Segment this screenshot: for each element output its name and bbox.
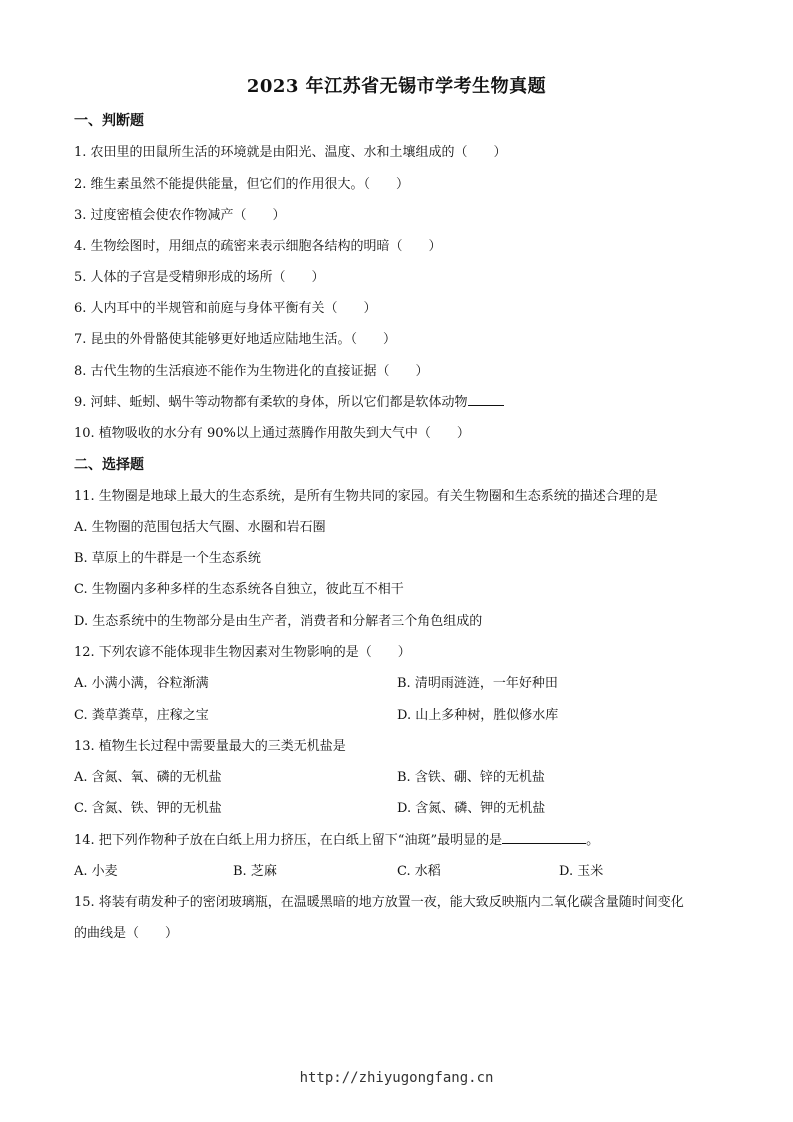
judge-question-10: 10. 植物吸收的水分有 90%以上通过蒸腾作用散失到大气中（ ） <box>74 426 470 441</box>
question-15-stem-line2: 的曲线是（ ） <box>74 926 179 941</box>
question-11-option-b: B. 草原上的牛群是一个生态系统 <box>74 551 261 566</box>
judge-question-6: 6. 人内耳中的半规管和前庭与身体平衡有关（ ） <box>74 301 377 316</box>
judge-question-4: 4. 生物绘图时，用细点的疏密来表示细胞各结构的明暗（ ） <box>74 239 442 254</box>
question-14-stem <box>74 829 599 848</box>
question-12-option-b: B. 清明雨涟涟，一年好种田 <box>397 676 558 691</box>
question-13-option-d: D. 含氮、磷、钾的无机盐 <box>397 801 546 816</box>
question-12-stem: 12. 下列农谚不能体现非生物因素对生物影响的是（ ） <box>74 645 411 660</box>
judge-question-9-text: 9. 河蚌、蚯蚓、蜗牛等动物都有柔软的身体，所以它们都是软体动物 <box>74 395 468 410</box>
question-11-stem: 11. 生物圈是地球上最大的生态系统，是所有生物共同的家园。有关生物圈和生态系统的描述合理的是 <box>74 489 658 504</box>
footer-url[interactable]: http://zhiyugongfang.cn <box>299 1070 494 1086</box>
question-15-stem-line1: 15. 将装有萌发种子的密闭玻璃瓶，在温暖黑暗的地方放置一夜，能大致反映瓶内二氧化碳含量随时间变化 <box>74 895 684 910</box>
question-14-option-c: C. 水稻 <box>397 864 441 879</box>
question-13-option-a: A. 含氮、氧、磷的无机盐 <box>74 770 222 785</box>
question-12-option-d: D. 山上多种树，胜似修水库 <box>397 708 559 723</box>
judge-question-8: 8. 古代生物的生活痕迹不能作为生物进化的直接证据（ ） <box>74 364 429 379</box>
question-14-option-b: B. 芝麻 <box>233 864 277 879</box>
judge-question-5: 5. 人体的子宫是受精卵形成的场所（ ） <box>74 270 325 285</box>
question-12-option-a: A. 小满小满，谷粒渐满 <box>74 676 209 691</box>
question-11-option-d: D. 生态系统中的生物部分是由生产者，消费者和分解者三个角色组成的 <box>74 614 483 629</box>
section-choice-heading: 二、选择题 <box>74 457 144 473</box>
section-judge-heading: 一、判断题 <box>74 113 144 129</box>
judge-question-3: 3. 过度密植会使农作物减产（ ） <box>74 208 286 223</box>
answer-blank[interactable] <box>468 393 504 406</box>
judge-question-2: 2. 维生素虽然不能提供能量，但它们的作用很大。（ ） <box>74 177 410 192</box>
question-13-option-c: C. 含氮、铁、钾的无机盐 <box>74 801 222 816</box>
question-11-option-a: A. 生物圈的范围包括大气圈、水圈和岩石圈 <box>74 520 326 535</box>
judge-question-1: 1. 农田里的田鼠所生活的环境就是由阳光、温度、水和土壤组成的（ ） <box>74 145 507 160</box>
judge-question-7: 7. 昆虫的外骨骼使其能够更好地适应陆地生活。（ ） <box>74 332 397 347</box>
question-13-stem: 13. 植物生长过程中需要量最大的三类无机盐是 <box>74 739 346 754</box>
question-14-option-d: D. 玉米 <box>559 864 604 879</box>
page-title: 2023 年江苏省无锡市学考生物真题 <box>246 76 547 97</box>
question-11-option-c: C. 生物圈内多种多样的生态系统各自独立，彼此互不相干 <box>74 582 404 597</box>
answer-blank[interactable] <box>502 831 586 844</box>
question-13-option-b: B. 含铁、硼、锌的无机盐 <box>397 770 545 785</box>
question-14-text: 14. 把下列作物种子放在白纸上用力挤压，在白纸上留下“油斑”最明显的是 <box>74 833 503 848</box>
judge-question-9 <box>74 391 504 410</box>
question-14-end: 。 <box>586 833 600 848</box>
question-12-option-c: C. 粪草粪草，庄稼之宝 <box>74 708 209 723</box>
question-14-option-a: A. 小麦 <box>74 864 118 879</box>
